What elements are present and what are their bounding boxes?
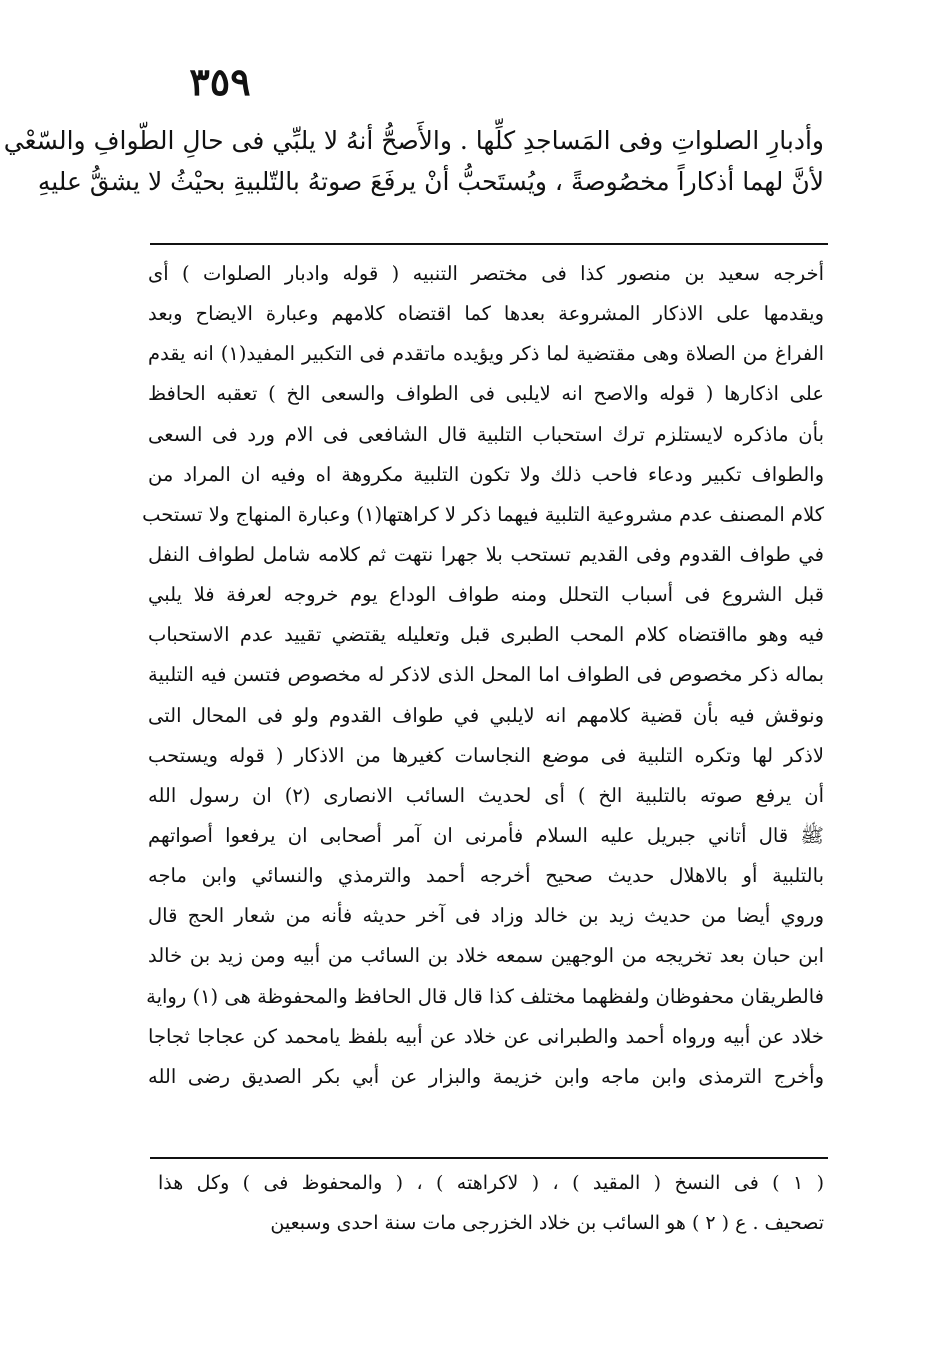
- main-text-line: لأنَّ لهما أذكاراً مخصُوصةً ، ويُستَحبُّ أنْ يرفَعَ صوتهُ بالتّلبيةِ بحيْثُ لا يشقُّ عليهِ: [37, 167, 824, 196]
- commentary-line: ويقدمها على الاذكار المشروعة بعدها كما اقتضاه كلامهم وعبارة الايضاح وبعد: [148, 302, 824, 326]
- commentary-line: كلام المصنف عدم مشروعية التلبية فيهما ذكر لا كراهتها(١) وعبارة المنهاج ولا تستحب: [142, 502, 824, 526]
- commentary-text: [142, 254, 825, 1097]
- top-divider: [150, 243, 828, 245]
- commentary-line: وروي أيضا من حديث زيد بن خالد وزاد فى آخر حديثه فأنه من شعار الحج قال: [148, 904, 824, 928]
- commentary-line: والطواف تكبير ودعاء فاحب ذلك ولا تكون التلبية مكروهة اه وفيه ان المراد من: [148, 462, 824, 486]
- commentary-line: بالتلبية أو بالاهلال حديث صحيح أخرجه أحمد والترمذي والنسائي وابن ماجه: [148, 864, 824, 888]
- commentary-line: بماله ذكر مخصوص فى الطواف اما المحل الذى لاذكر له مخصوص فتسن فيه التلبية: [148, 663, 824, 687]
- commentary-line: ﷺ قال أتاني جبريل عليه السلام فأمرنى ان آمر أصحابى ان يرفعوا أصواتهم: [148, 823, 824, 847]
- commentary-line: فالطريقان محفوظان ولفظهما مختلف كذا قال قال الحافظ والمحفوظة هى (١) رواية: [146, 984, 824, 1008]
- commentary-line: ابن حبان بعد تخريجه من الوجهين سمعه خلاد بن السائب من أبيه ومن زيد بن خالد: [148, 944, 824, 968]
- commentary-line: خلاد عن أبيه ورواه أحمد والطبرانى عن خلاد عن أبيه بلفظ يامحمد كن عجاجا ثجاجا: [148, 1024, 824, 1048]
- commentary-line: أن يرفع صوته بالتلبية الخ ) أى لحديث السائب الانصارى (٢) ان رسول الله: [148, 783, 824, 807]
- main-text-line: وأدبارِ الصلواتِ وفى المَساجدِ كلِّها . والأَصحُّ أنهُ لا يلبِّي فى حالِ الطّوافِ والسّعْي: [3, 126, 824, 155]
- commentary-line: وأخرج الترمذى وابن ماجه وابن خزيمة والبزار عن أبي بكر الصديق رضى الله: [148, 1064, 824, 1088]
- footnote-line: تصحيف . ع ( ٢ ) هو السائب بن خلاد الخزرجى مات سنة احدى وسبعين: [270, 1212, 824, 1234]
- footnotes: [158, 1163, 824, 1243]
- commentary-line: على اذكارها ( قوله والاصح انه لايلبى فى الطواف والسعى الخ ) تعقبه الحافظ: [148, 382, 824, 406]
- main-text: [3, 120, 824, 202]
- commentary-line: الفراغ من الصلاة وهى مقتضية لما ذكر ويؤيده ماتقدم فى التكبير المفيد(١) انه يقدم: [148, 342, 825, 366]
- commentary-line: بأن ماذكره لايستلزم ترك استحباب التلبية قال الشافعى فى الام ورد فى السعى: [148, 422, 824, 446]
- footnote-line: ( ١ ) فى النسخ ( المقيد ) ، ( لاكراهته ) ، ( والمحفوظ فى ) وكل هذا: [158, 1172, 824, 1194]
- commentary-line: ونوقش فيه بأن قضية كلامهم انه لايلبي في طواف القدوم ولو فى المحال التى: [148, 703, 824, 727]
- commentary-line: قبل الشروع فى أسباب التحلل ومنه طواف الوداع يوم خروجه لعرفة فلا يلبي: [148, 583, 824, 607]
- footnote-divider: [150, 1157, 828, 1159]
- commentary-line: لاذكر لها وتكره التلبية فى موضع النجاسات كغيرها من الاذكار ( قوله ويستحب: [148, 743, 824, 767]
- commentary-line: أخرجه سعيد بن منصور كذا فى مختصر التنبيه ( قوله وادبار الصلوات ) أى: [148, 262, 824, 285]
- page-number: ٣٥٩: [189, 59, 251, 104]
- commentary-line: في طواف القدوم وفى القديم تستحب بلا جهرا نتهت ثم كلامه شامل لطواف النفل: [148, 542, 824, 566]
- commentary-line: فيه وهو مااقتضاه كلام المحب الطبرى قبل وتعليله يقتضي تقييد عدم الاستحباب: [148, 623, 824, 647]
